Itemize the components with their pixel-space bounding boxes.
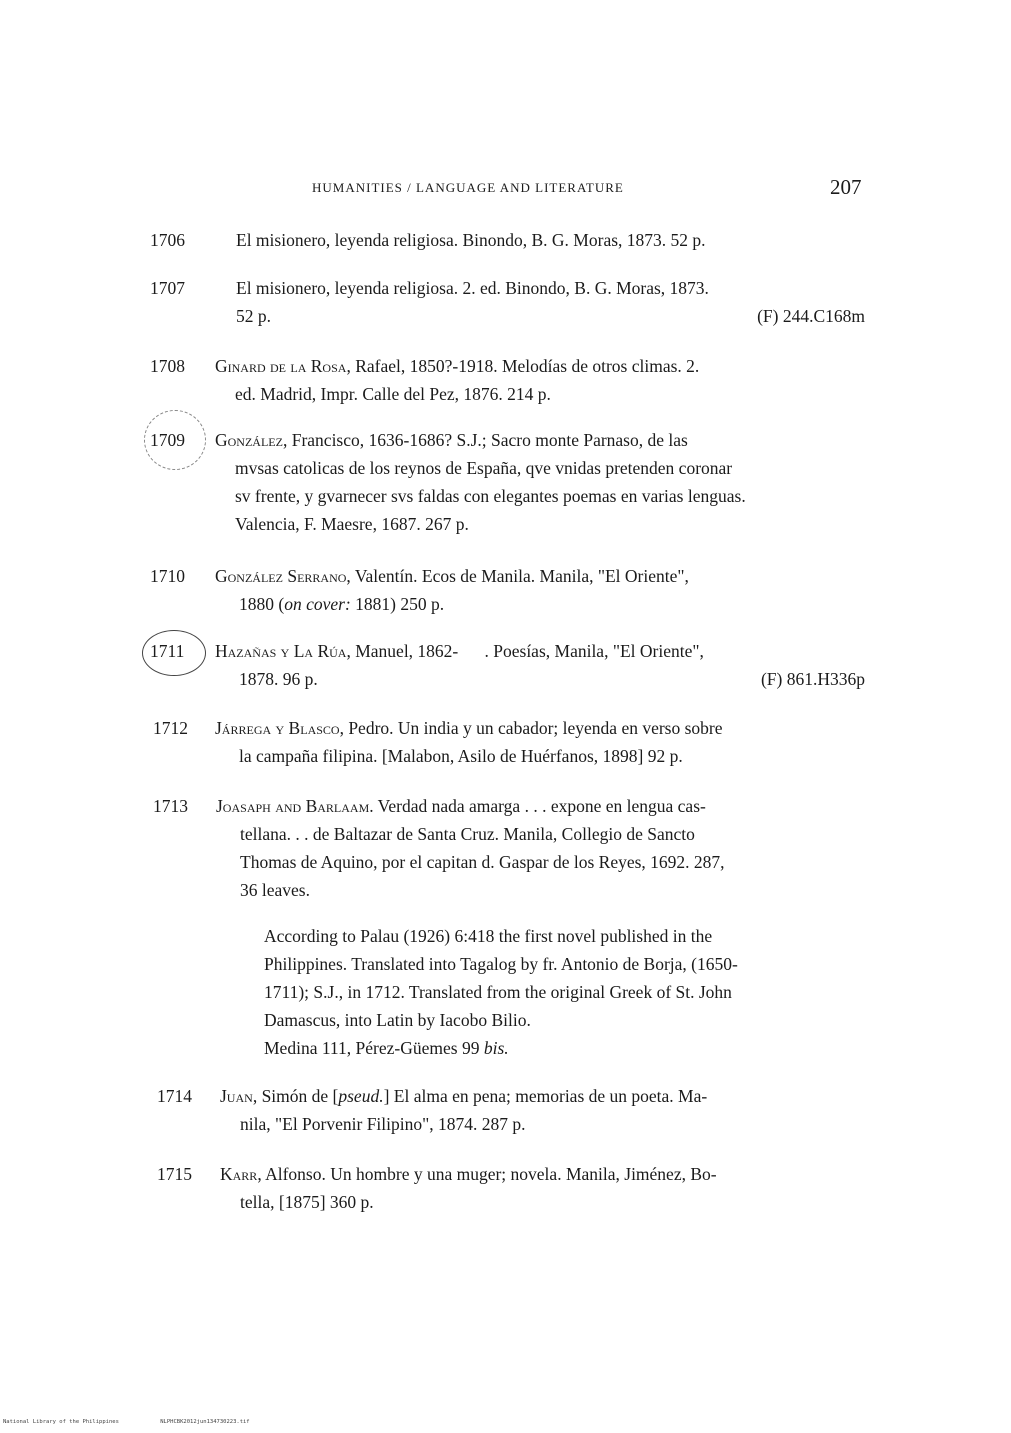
entry-text: 52 p. <box>236 306 271 326</box>
entry-text: 1880 ( <box>239 594 285 614</box>
entry-text: 1881) 250 p. <box>350 594 445 614</box>
entry-text: tellana. . . de Baltazar de Santa Cruz. Manila, Collegio de Sancto <box>240 824 695 844</box>
entry-author: Juan <box>220 1086 253 1106</box>
entry-number: 1714 <box>157 1086 192 1106</box>
entry-author: Ginard de la Rosa <box>215 356 347 376</box>
scan-footer <box>3 1419 288 1425</box>
entry-number: 1715 <box>157 1164 192 1184</box>
entry-1713-note <box>264 922 869 1062</box>
footer-file-id: NLPHCBK2012jun134730223.tif <box>160 1419 250 1425</box>
page-number: 207 <box>830 175 862 199</box>
entry-number: 1711 <box>150 641 185 661</box>
entry-author: Járrega y Blasco <box>215 718 340 738</box>
entry-author: González Serrano <box>215 566 347 586</box>
entry-text: Valencia, F. Maesre, 1687. 267 p. <box>235 514 469 534</box>
entry-author: Karr <box>220 1164 258 1184</box>
entry-italic: pseud. <box>338 1086 384 1106</box>
entry-text: , Rafael, 1850?-1918. Melodías de otros climas. 2. <box>346 356 700 376</box>
entry-text: . Verdad nada amarga . . . expone en lengua cas- <box>369 796 706 816</box>
note-line: Damascus, into Latin by Iacobo Bilio. <box>264 1010 531 1030</box>
entry-author: Hazañas y La Rúa <box>215 641 347 661</box>
entry-number: 1706 <box>150 230 185 250</box>
note-line: Philippines. Translated into Tagalog by fr. Antonio de Borja, (1650- <box>264 954 738 974</box>
entry-text: , Simón de [ <box>252 1086 339 1106</box>
entry-text: , Pedro. Un india y un cabador; leyenda en verso sobre <box>339 718 723 738</box>
entry-text: , Manuel, 1862- . Poesías, Manila, "El Oriente", <box>346 641 704 661</box>
note-line: Medina 111, Pérez-Güemes 99 <box>264 1038 484 1058</box>
entry-number: 1708 <box>150 356 185 376</box>
entry-number: 1710 <box>150 566 185 586</box>
running-header: HUMANITIES / LANGUAGE AND LITERATURE <box>312 180 624 195</box>
entry-text: mvsas catolicas de los reynos de España, qve vnidas pretenden coronar <box>235 458 733 478</box>
entry-text: , Alfonso. Un hombre y una muger; novela. Manila, Jiménez, Bo- <box>257 1164 717 1184</box>
entry-text: ] El alma en pena; memorias de un poeta. Ma- <box>383 1086 708 1106</box>
entry-text: tella, [1875] 360 p. <box>240 1192 374 1212</box>
entry-text: 1878. 96 p. <box>239 669 318 689</box>
note-italic: bis. <box>483 1038 509 1058</box>
entry-italic: on cover: <box>284 594 351 614</box>
entry-text: nila, "El Porvenir Filipino", 1874. 287 p. <box>240 1114 526 1134</box>
entry-text: , Valentín. Ecos de Manila. Manila, "El Oriente", <box>346 566 689 586</box>
entry-number: 1707 <box>150 278 185 298</box>
entry-text: El misionero, leyenda religiosa. 2. ed. Binondo, B. G. Moras, 1873. <box>236 278 709 298</box>
entry-text: sv frente, y gvarnecer svs faldas con elegantes poemas en varias lenguas. <box>235 486 746 506</box>
entry-text: , Francisco, 1636-1686? S.J.; Sacro monte Parnaso, de las <box>282 430 688 450</box>
entry-text: ed. Madrid, Impr. Calle del Pez, 1876. 214 p. <box>235 384 551 404</box>
entry-number: 1713 <box>153 796 188 816</box>
footer-library: National Library of the Philippines <box>3 1419 119 1425</box>
note-line: 1711); S.J., in 1712. Translated from the original Greek of St. John <box>264 982 732 1002</box>
entry-text: El misionero, leyenda religiosa. Binondo, B. G. Moras, 1873. 52 p. <box>236 230 706 250</box>
note-line: According to Palau (1926) 6:418 the first novel published in the <box>264 926 713 946</box>
call-number: (F) 861.H336p <box>760 669 865 689</box>
call-number: (F) 244.C168m <box>757 306 865 326</box>
entry-text: Thomas de Aquino, por el capitan d. Gaspar de los Reyes, 1692. 287, <box>240 852 725 872</box>
entry-text: 36 leaves. <box>240 880 310 900</box>
entry-number: 1712 <box>153 718 188 738</box>
entry-number: 1709 <box>150 430 185 450</box>
entry-author: Joasaph and Barlaam <box>216 796 370 816</box>
entry-text: la campaña filipina. [Malabon, Asilo de Huérfanos, 1898] 92 p. <box>239 746 683 766</box>
entry-author: González <box>215 430 283 450</box>
